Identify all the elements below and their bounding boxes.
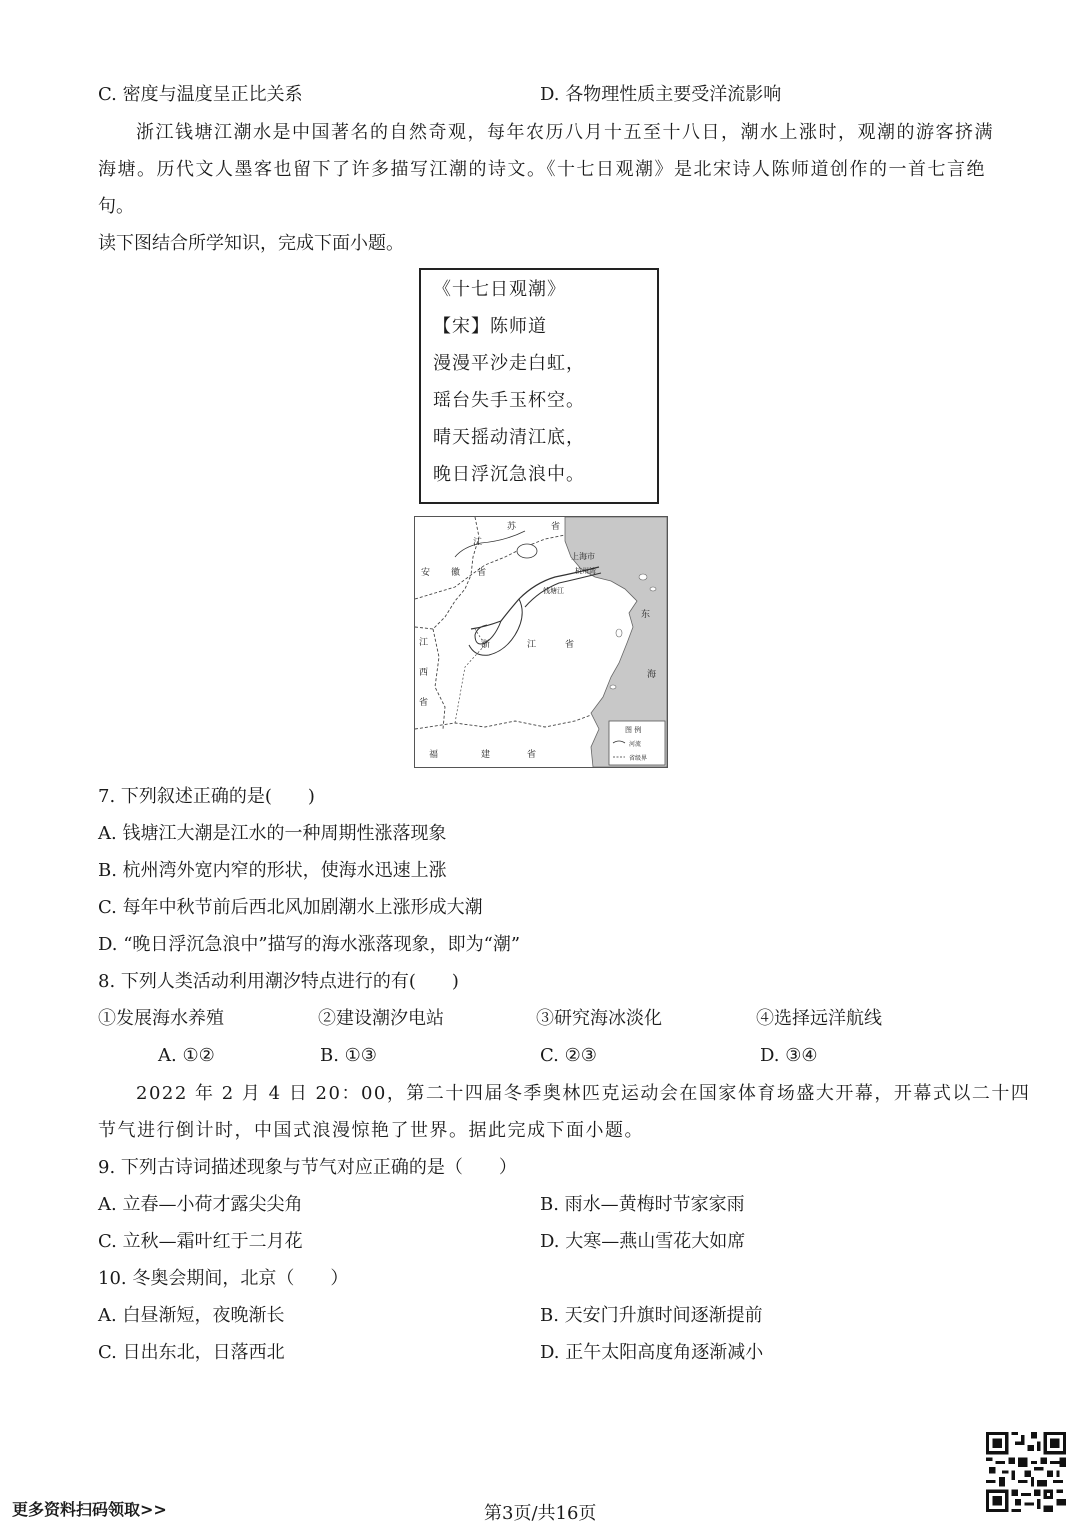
question-stem: 10. 冬奥会期间，北京（ ） [98,1268,349,1289]
poem-title: 《十七日观潮》 [433,279,566,300]
map-label: 徽 [451,568,461,578]
lake [517,544,537,558]
legend-border: 省级界 [629,755,648,762]
footer-promo-text: 更多资料扫码领取>> [12,1500,167,1519]
map-label: 福 [429,750,439,760]
poem-box [419,268,659,504]
option-b: B. 雨水—黄梅时节家家雨 [540,1194,745,1215]
map-label: 东 [641,610,651,620]
poem-line: 晴天摇动清江底， [433,427,585,448]
island [616,629,622,637]
province-border [415,575,471,629]
question-stem: 9. 下列古诗词描述现象与节气对应正确的是（ ） [98,1157,517,1178]
map-label: 钱塘江 [543,587,564,595]
intro-paragraph-line: 节气进行倒计时，中国式浪漫惊艳了世界。据此完成下面小题。 [98,1120,644,1141]
activity-item: ②建设潮汐电站 [318,1008,444,1029]
map-label: 苏 [507,522,517,532]
question-stem: 8. 下列人类活动利用潮汐特点进行的有( ) [98,971,459,992]
option-a: A. 白昼渐短，夜晚渐长 [98,1305,285,1326]
zhejiang-map [414,516,668,768]
intro-paragraph-line: 浙江钱塘江潮水是中国著名的自然奇观，每年农历八月十五至十八日，潮水上涨时，观潮的游客挤满 [136,122,994,143]
legend-river: 河流 [629,741,642,748]
option-a: A. ①② [158,1045,215,1066]
prev-option-c: C. 密度与温度呈正比关系 [98,84,303,105]
option-c: C. 每年中秋节前后西北风加剧潮水上涨形成大潮 [98,897,483,918]
legend-title: 图 例 [625,726,642,734]
island [650,587,656,591]
map-label: 省 [477,568,487,578]
activity-item: ④选择远洋航线 [756,1008,882,1029]
instruction-line: 读下图结合所学知识，完成下面小题。 [98,233,404,254]
river [455,531,525,557]
intro-paragraph-line: 海塘。历代文人墨客也留下了许多描写江潮的诗文。《十七日观潮》是北宋诗人陈师道创作的一首七言绝 [98,159,986,180]
poem-line: 瑶台失手玉杯空。 [433,390,585,411]
intro-paragraph-line: 句。 [98,196,134,217]
poem-line: 漫漫平沙走白虹， [433,353,585,374]
map-label: 省 [565,640,575,650]
map-label: 江 [419,638,429,648]
prev-option-d: D. 各物理性质主要受洋流影响 [540,84,782,105]
activity-item: ③研究海冰淡化 [536,1008,662,1029]
island [610,685,616,689]
option-c: C. 立秋—霜叶红于二月花 [98,1231,303,1252]
map-label: 省 [527,750,537,760]
province-border [415,715,591,729]
option-d: D. 大寒—燕山雪花大如席 [540,1231,746,1252]
option-a: A. 钱塘江大潮是江水的一种周期性涨落现象 [98,823,447,844]
river [469,599,522,655]
option-d: D. “晚日浮沉急浪中”描写的海水涨落现象，即为“潮” [98,934,521,955]
river [471,567,599,629]
option-a: A. 立春—小荷才露尖尖角 [98,1194,303,1215]
option-d: D. ③④ [760,1045,818,1066]
map-label: 西 [419,668,429,678]
poem-line: 晚日浮沉急浪中。 [433,464,585,485]
option-b: B. 杭州湾外宽内窄的形状，使海水迅速上涨 [98,860,447,881]
question-stem: 7. 下列叙述正确的是( ) [98,786,315,807]
map-label: 江 [473,538,483,548]
option-d: D. 正午太阳高度角逐渐减小 [540,1342,764,1363]
province-border [433,629,445,729]
option-b: B. ①③ [320,1045,377,1066]
qr-code-icon[interactable] [986,1432,1066,1512]
map-label: 杭州湾 [575,567,596,575]
island [639,574,647,580]
activity-item: ①发展海水养殖 [98,1008,224,1029]
page-number: 第3页/共16页 [484,1503,597,1524]
map-label: 海 [647,670,657,680]
option-c: C. 日出东北，日落西北 [98,1342,285,1363]
map-label: 省 [419,698,429,708]
map-label: 上海市 [571,552,595,561]
map-label: 浙 [481,640,491,650]
map-label: 建 [481,750,491,760]
intro-paragraph-line: 2022 年 2 月 4 日 20：00，第二十四届冬季奥林匹克运动会在国家体育场盛大开幕，开幕式以二十四 [136,1083,1031,1104]
map-label: 省 [551,522,561,532]
poem-author: 【宋】陈师道 [433,316,547,337]
option-c: C. ②③ [540,1045,597,1066]
map-label: 安 [421,568,431,578]
map-label: 江 [527,640,537,650]
option-b: B. 天安门升旗时间逐渐提前 [540,1305,763,1326]
